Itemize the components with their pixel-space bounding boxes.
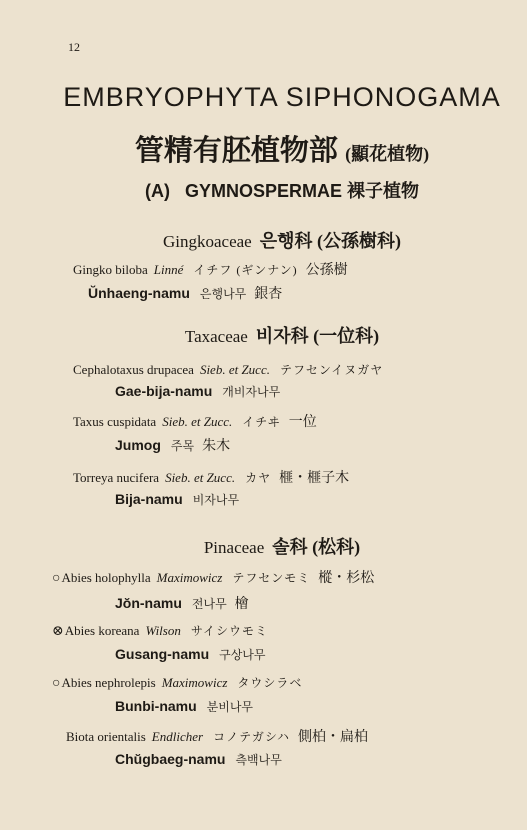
korean-name: Gae-bija-namu [115,383,213,399]
species-author: Linné [153,262,184,277]
species-mark: ○ [52,676,61,691]
korean-name: Gusang-namu [115,646,210,662]
korean-name: Jŏn-namu [115,595,182,611]
korean-name-line [115,646,266,663]
korean-name-line [115,383,280,400]
family-japanese: 비자科 (一位科) [255,326,380,346]
species-kanji: 榧・榧子木 [279,471,350,486]
species-kana: イチヰ [242,415,281,429]
species-mark: ⊗ [52,624,64,639]
korean-hangul: 분비나무 [206,700,254,714]
species-kanji: 公孫樹 [305,263,348,278]
species-name: Biota orientalis [66,729,146,744]
page-number: 12 [68,40,80,54]
species-name: Abies nephrolepis [61,675,156,690]
korean-name-line [115,698,253,715]
korean-hangul: 측백나무 [235,753,282,767]
section-japanese: 裸子植物 [347,181,420,201]
section-name: GYMNOSPERMAE [184,181,343,201]
species-line [73,467,349,487]
species-line [73,361,391,378]
section-label: (A) [144,181,170,201]
korean-name-line [115,751,282,768]
species-line [52,622,276,640]
species-name: Torreya nucifera [73,470,160,485]
title-kanji-paren: (顯花植物) [345,144,430,164]
species-kana: タウシラベ [237,676,303,690]
korean-hangul: 개비자나무 [222,385,281,399]
korean-name: Bunbi-namu [115,698,197,714]
species-mark: ○ [52,571,61,586]
species-name: Abies holophylla [61,570,151,585]
species-author: Sieb. et Zucc. [199,362,270,377]
title-kanji: 管精有胚植物部 [134,135,338,167]
species-kana: サイシウモミ [190,624,269,638]
species-author: Sieb. et Zucc. [165,470,236,485]
family-name: Taxaceae [184,327,248,346]
korean-hangul: 주목 [170,439,195,453]
korean-kanji: 銀杏 [254,286,283,302]
species-author: Maximowicz [161,675,228,690]
korean-kanji: 檜 [234,596,249,612]
korean-hangul: 전나무 [191,597,227,611]
korean-name: Chŭgbaeg-namu [115,751,226,767]
species-name: Cephalotaxus drupacea [73,362,194,377]
species-author: Sieb. et Zucc. [162,414,233,429]
page-title-japanese [62,128,502,169]
species-kanji: 側柏・扁柏 [297,730,368,745]
korean-hangul: 구상나무 [219,648,266,662]
korean-name: Bija-namu [115,491,183,507]
species-name: Gingko biloba [73,262,148,277]
species-name: Abies koreana [64,623,140,638]
species-kana: カヤ [245,471,272,485]
species-kana: テフセンモミ [232,571,311,585]
korean-name-line [115,593,249,613]
family-heading [62,227,502,253]
species-author: Endlicher [151,729,204,744]
korean-hangul: 비자나무 [192,493,240,507]
section-heading [62,177,502,203]
family-japanese: 솔科 (松科) [272,537,361,557]
korean-kanji: 朱木 [202,438,231,454]
species-kana: テフセンイヌガヤ [279,363,384,377]
species-kana: イチフ (ギンナン) [193,263,298,277]
korean-name: Jumog [115,437,161,453]
species-line [52,674,310,692]
korean-hangul: 은행나무 [199,287,247,301]
family-name: Pinaceae [203,538,265,557]
species-kana: コノテガシハ [213,730,290,744]
korean-name-line [115,491,239,508]
species-name: Taxus cuspidata [73,414,157,429]
family-japanese: 은행科 (公孫樹科) [259,231,401,251]
species-line [73,411,317,431]
family-heading [62,533,502,559]
korean-name-line [88,283,282,303]
species-line [52,567,374,587]
family-heading [62,322,502,348]
page-title: EMBRYOPHYTA SIPHONOGAMA [63,82,501,112]
species-line [66,726,368,746]
species-line [73,259,348,279]
species-author: Wilson [145,623,181,638]
korean-name: Ŭnhaeng-namu [88,285,190,301]
species-kanji: 樅・杉松 [318,571,375,586]
korean-name-line [115,435,230,455]
species-author: Maximowicz [156,570,223,585]
species-kanji: 一位 [288,415,317,430]
family-name: Gingkoaceae [163,232,252,251]
